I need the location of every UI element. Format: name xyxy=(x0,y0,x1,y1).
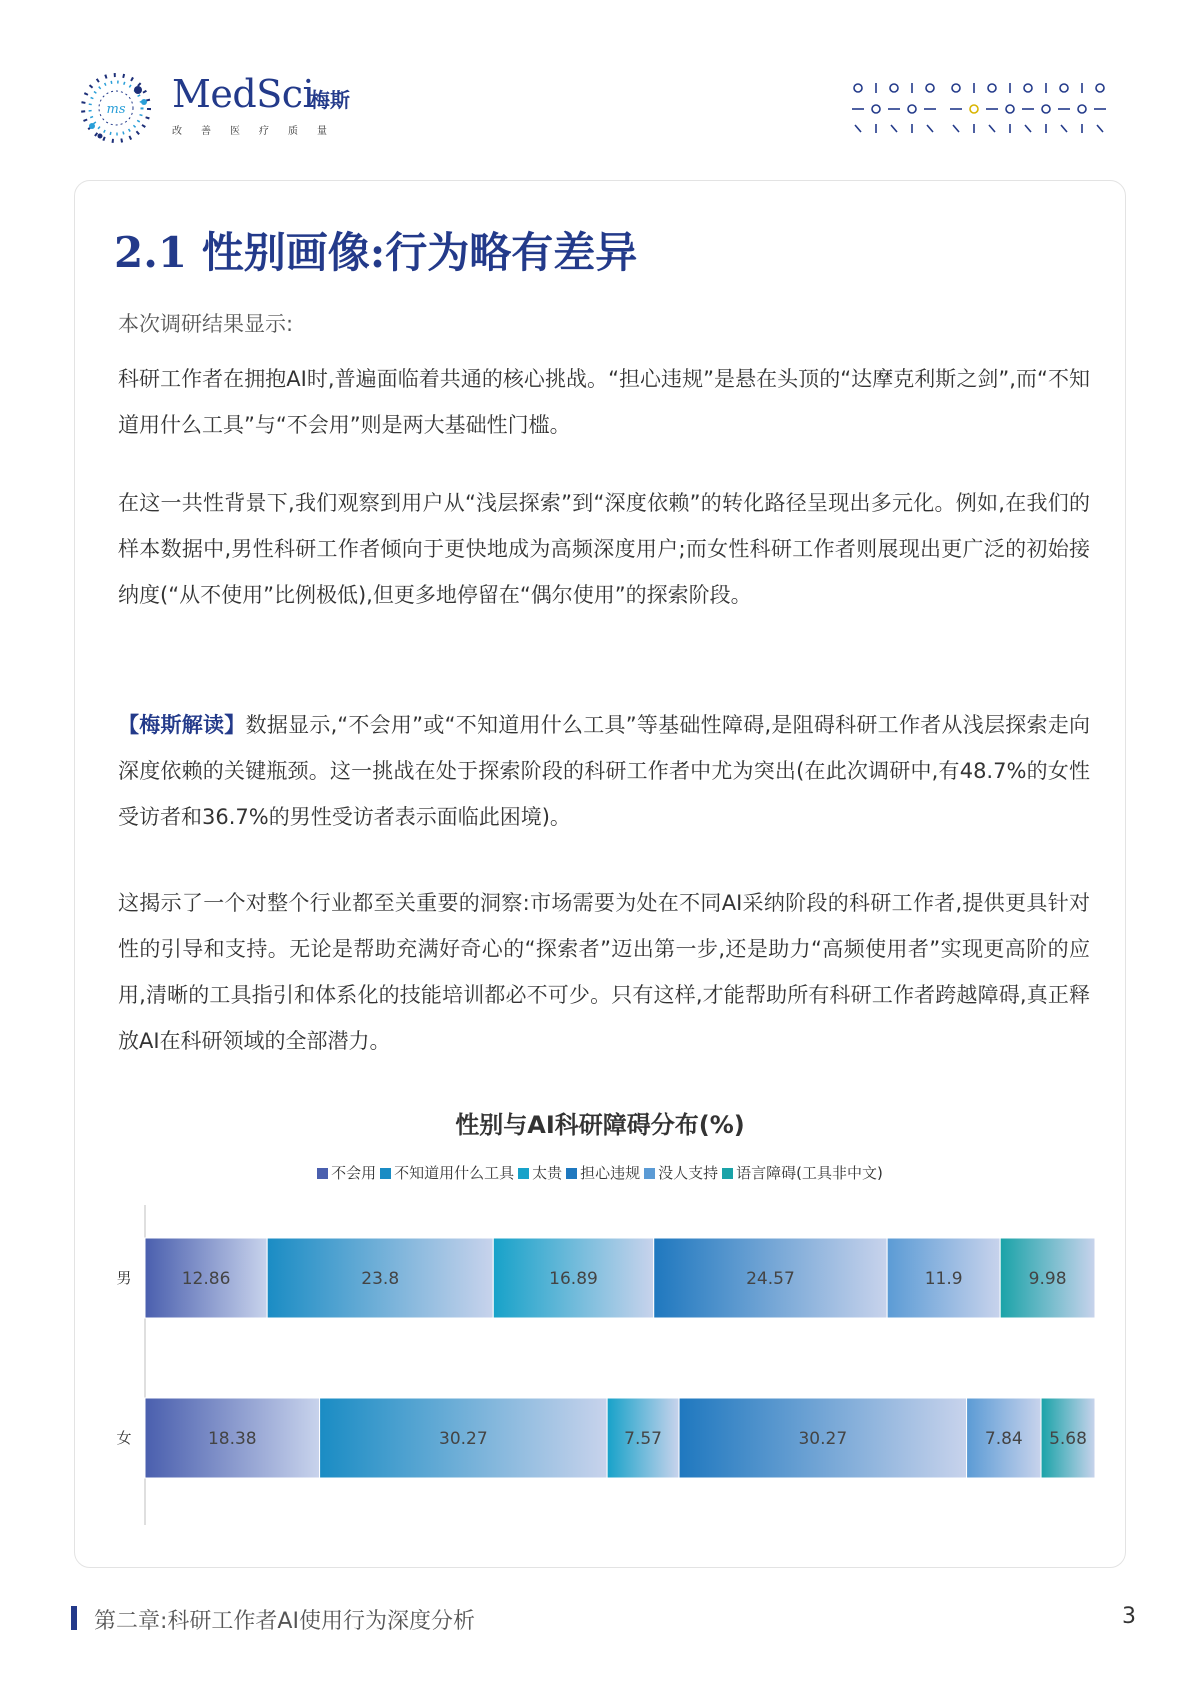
intro-text: 本次调研结果显示: xyxy=(118,312,294,336)
decorative-binary-pattern xyxy=(852,82,1120,134)
bar-value-label: 23.8 xyxy=(361,1269,400,1289)
legend-label: 不知道用什么工具 xyxy=(394,1164,515,1182)
chart-legend xyxy=(0,1162,1200,1183)
bar-value-label: 7.57 xyxy=(624,1429,663,1449)
bar-value-label: 16.89 xyxy=(549,1269,598,1289)
bar-value-label: 24.57 xyxy=(746,1269,795,1289)
legend-swatch xyxy=(644,1168,655,1179)
bar-value-label: 12.86 xyxy=(181,1269,231,1289)
brand-slogan: 改善医疗质量 xyxy=(172,126,346,137)
legend-item-1 xyxy=(380,1162,514,1183)
chart-title: 性别与AI科研障碍分布(%) xyxy=(455,1111,745,1139)
legend-swatch xyxy=(518,1168,529,1179)
stacked-bar-chart xyxy=(110,1205,1100,1535)
bar-value-label: 5.68 xyxy=(1049,1429,1087,1449)
legend-label: 担心违规 xyxy=(580,1164,641,1182)
legend-label: 语言障碍(工具非中文) xyxy=(736,1164,883,1182)
insight-label: 【梅斯解读】 xyxy=(118,713,246,737)
paragraph-3 xyxy=(118,702,1090,840)
legend-swatch xyxy=(317,1168,328,1179)
brand-name: MedSci xyxy=(172,72,315,116)
logo-dots-icon xyxy=(80,72,164,152)
bar-value-label: 30.27 xyxy=(798,1429,848,1449)
svg-text:ms: ms xyxy=(106,102,126,117)
bar-value-label: 7.84 xyxy=(984,1429,1023,1449)
bar-value-label: 11.9 xyxy=(924,1269,963,1289)
legend-item-4 xyxy=(644,1162,718,1183)
legend-item-2 xyxy=(518,1162,562,1183)
paragraph-4: 这揭示了一个对整个行业都至关重要的洞察:市场需要为处在不同AI采纳阶段的科研工作者,提供更具针对性的引导和支持。无论是帮助充满好奇心的“探索者”迈出第一步,还是助力“高频使用者”实现更高阶的应用,清晰的工具指引和体系化的技能培训都必不可少。只有这样,才能帮助所有科研工作者跨越障碍,真正释放AI在科研领域的全部潜力。 xyxy=(118,891,1090,1053)
category-label: 女 xyxy=(116,1429,132,1447)
footer-chapter: 第二章:科研工作者AI使用行为深度分析 xyxy=(94,1609,475,1634)
paragraph-2: 在这一共性背景下,我们观察到用户从“浅层探索”到“深度依赖”的转化路径呈现出多元化。例如,在我们的样本数据中,男性科研工作者倾向于更快地成为高频深度用户;而女性科研工作者则展现出更广泛的初始接纳度(“从不使用”比例极低),但更多地停留在“偶尔使用”的探索阶段。 xyxy=(118,491,1090,607)
paragraph-1: 科研工作者在拥抱AI时,普遍面临着共通的核心挑战。“担心违规”是悬在头顶的“达摩克利斯之剑”,而“不知道用什么工具”与“不会用”则是两大基础性门槛。 xyxy=(118,367,1090,437)
page-number: 3 xyxy=(1122,1604,1136,1629)
legend-item-3 xyxy=(566,1162,640,1183)
legend-label: 没人支持 xyxy=(658,1164,719,1182)
bar-value-label: 18.38 xyxy=(207,1429,257,1449)
legend-swatch xyxy=(380,1168,391,1179)
legend-label: 太贵 xyxy=(532,1164,563,1182)
medsci-logo xyxy=(80,72,370,152)
legend-swatch xyxy=(722,1168,733,1179)
footer-marker xyxy=(71,1606,77,1630)
bar-value-label: 30.27 xyxy=(439,1429,488,1449)
legend-item-0 xyxy=(317,1162,376,1183)
bar-value-label: 9.98 xyxy=(1028,1269,1067,1289)
legend-item-5 xyxy=(722,1162,883,1183)
category-label: 男 xyxy=(116,1269,132,1287)
legend-swatch xyxy=(566,1168,577,1179)
legend-label: 不会用 xyxy=(331,1164,377,1182)
brand-name-cn: 梅斯 xyxy=(310,88,350,112)
section-title: 2.1 性别画像:行为略有差异 xyxy=(114,228,638,277)
insight-text: 数据显示,“不会用”或“不知道用什么工具”等基础性障碍,是阻碍科研工作者从浅层探索走向深度依赖的关键瓶颈。这一挑战在处于探索阶段的科研工作者中尤为突出(在此次调研中,有48.7%的女性受访者和36.7%的男性受访者表示面临此困境)。 xyxy=(118,713,1091,829)
